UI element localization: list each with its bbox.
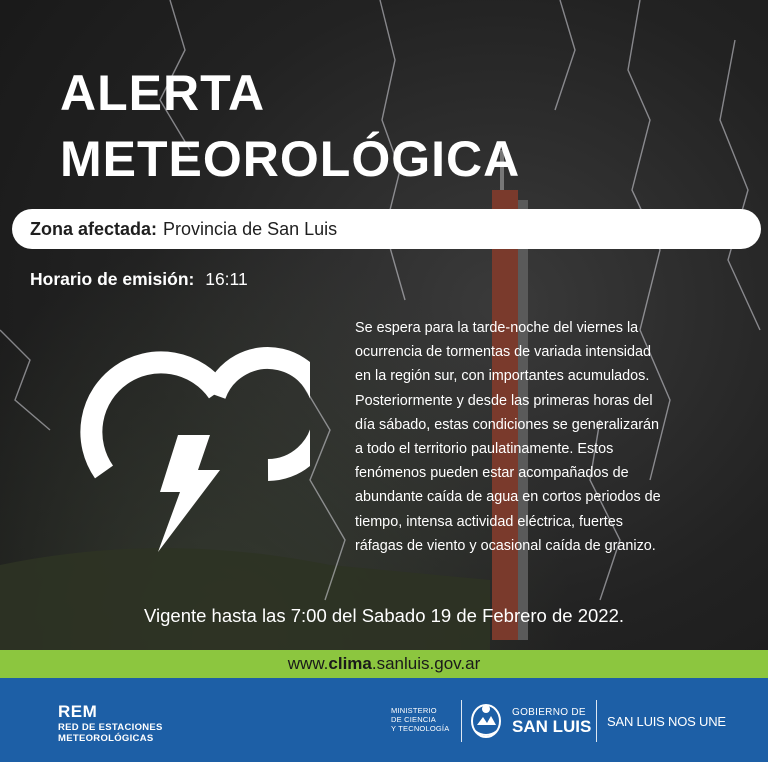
rem-logo bbox=[58, 702, 163, 744]
rem-line-1: RED DE ESTACIONES bbox=[58, 722, 163, 733]
zona-value: Provincia de San Luis bbox=[163, 218, 338, 239]
horario-value: 16:11 bbox=[205, 269, 248, 289]
description-line: fenómenos pueden estar acompañados de bbox=[355, 465, 629, 482]
horario-emision bbox=[30, 269, 248, 290]
lema-text: SAN LUIS NOS UNE bbox=[607, 714, 726, 729]
footer-divider bbox=[461, 700, 462, 742]
title-line-1: ALERTA bbox=[60, 65, 266, 121]
gobierno-bottom: SAN LUIS bbox=[512, 717, 592, 736]
ministerio-logo bbox=[391, 706, 449, 733]
vigente-text: Vigente hasta las 7:00 del Sabado 19 de Febrero de 2022. bbox=[144, 605, 624, 626]
footer bbox=[0, 678, 768, 762]
ministerio-line-2: DE CIENCIA bbox=[391, 715, 436, 724]
alert-description bbox=[355, 316, 715, 558]
footer-divider bbox=[596, 700, 597, 742]
ministerio-line-1: MINISTERIO bbox=[391, 706, 437, 715]
title-line-2: METEOROLÓGICA bbox=[60, 131, 521, 187]
description-line: ocurrencia de tormentas de variada intensidad bbox=[355, 344, 651, 361]
website-bar[interactable] bbox=[0, 650, 768, 678]
description-line: en la región sur, con importantes acumulados. bbox=[355, 368, 650, 385]
gobierno-logo bbox=[512, 707, 591, 736]
description-line: abundante caída de agua en cortos periodos de bbox=[355, 489, 661, 506]
rem-title: REM bbox=[58, 702, 98, 721]
ministerio-line-3: Y TECNOLOGÍA bbox=[391, 724, 450, 733]
storm-cloud-icon bbox=[60, 320, 310, 570]
website-bold: clima bbox=[328, 654, 372, 673]
horario-label: Horario de emisión: bbox=[30, 269, 195, 289]
gobierno-top: GOBIERNO DE bbox=[512, 707, 586, 718]
zona-label: Zona afectada: bbox=[30, 218, 158, 239]
description-line: Se espera para la tarde-noche del viernes la bbox=[355, 320, 639, 336]
website-prefix: www. bbox=[287, 654, 329, 673]
description-line: ráfagas de viento y ocasional caída de granizo. bbox=[355, 537, 656, 554]
zona-afectada-pill bbox=[12, 209, 761, 249]
description-line: tiempo, intensa actividad eléctrica, fuertes bbox=[355, 513, 623, 530]
description-line: día sábado, estas condiciones se generalizarán bbox=[355, 416, 660, 433]
rem-line-2: METEOROLÓGICAS bbox=[58, 733, 154, 744]
website-suffix: .sanluis.gov.ar bbox=[371, 654, 481, 673]
description-line: a todo el territorio paulatinamente. Estos bbox=[355, 441, 614, 458]
provincial-seal-icon bbox=[467, 701, 505, 739]
description-line: Posteriormente y desde las primeras horas del bbox=[355, 392, 653, 409]
